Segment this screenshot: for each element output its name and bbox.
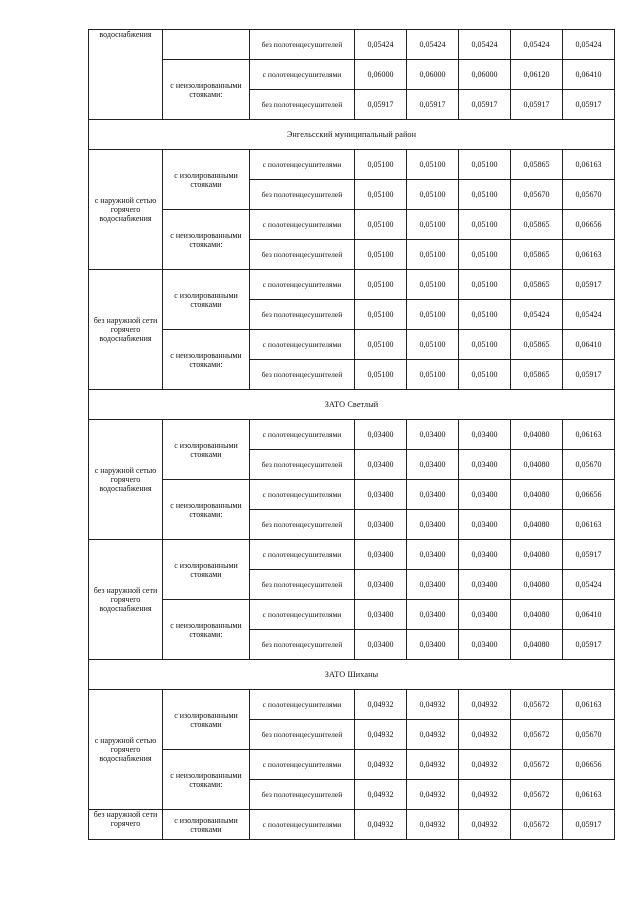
value-cell: 0,05865 [511,360,563,390]
riser-type-cell: с неизолированными стояками: [163,60,250,120]
dryer-type-cell: с полотенцесушителями [250,600,355,630]
value-cell: 0,03400 [459,480,511,510]
value-cell: 0,03400 [407,450,459,480]
riser-type-cell: с изолированными стояками [163,150,250,210]
value-cell: 0,03400 [407,600,459,630]
value-cell: 0,05917 [563,540,615,570]
value-cell: 0,05672 [511,750,563,780]
table-row [89,540,615,570]
section-title: ЗАТО Шиханы [89,660,615,690]
riser-type-cell: с изолированными стояками [163,270,250,330]
value-cell: 0,06000 [355,60,407,90]
value-cell: 0,06410 [563,330,615,360]
dryer-type-cell: без полотенцесушителей [250,240,355,270]
tariff-table [88,29,615,840]
value-cell: 0,05100 [355,270,407,300]
value-cell: 0,05865 [511,210,563,240]
value-cell: 0,05424 [563,300,615,330]
value-cell: 0,03400 [355,600,407,630]
dryer-type-cell: без полотенцесушителей [250,510,355,540]
supply-type-cell: с наружной сетью горячего водоснабжения [89,420,163,540]
value-cell: 0,05100 [355,210,407,240]
value-cell: 0,05865 [511,240,563,270]
dryer-type-cell: с полотенцесушителями [250,330,355,360]
riser-type-cell: с неизолированными стояками: [163,480,250,540]
supply-type-cell: с наружной сетью горячего водоснабжения [89,150,163,270]
section-header-row [89,660,615,690]
value-cell: 0,05100 [355,150,407,180]
value-cell: 0,05100 [459,360,511,390]
value-cell: 0,05100 [407,330,459,360]
value-cell: 0,04080 [511,540,563,570]
value-cell: 0,04932 [355,720,407,750]
value-cell: 0,04932 [407,690,459,720]
value-cell: 0,05424 [563,30,615,60]
dryer-type-cell: без полотенцесушителей [250,720,355,750]
value-cell: 0,05424 [407,30,459,60]
value-cell: 0,05100 [407,210,459,240]
riser-type-cell [163,30,250,60]
value-cell: 0,05100 [459,180,511,210]
value-cell: 0,04932 [355,810,407,840]
table-row [89,480,615,510]
dryer-type-cell: с полотенцесушителями [250,750,355,780]
riser-type-cell: с изолированными стояками [163,690,250,750]
value-cell: 0,04080 [511,420,563,450]
riser-type-cell: с неизолированными стояками: [163,750,250,810]
dryer-type-cell: без полотенцесушителей [250,300,355,330]
value-cell: 0,05672 [511,690,563,720]
table-row [89,810,615,840]
value-cell: 0,05100 [355,180,407,210]
value-cell: 0,05917 [563,630,615,660]
value-cell: 0,05424 [563,570,615,600]
value-cell: 0,03400 [459,630,511,660]
value-cell: 0,03400 [355,510,407,540]
dryer-type-cell: без полотенцесушителей [250,630,355,660]
value-cell: 0,04932 [407,810,459,840]
value-cell: 0,05424 [355,30,407,60]
dryer-type-cell: с полотенцесушителями [250,420,355,450]
value-cell: 0,05917 [563,90,615,120]
value-cell: 0,03400 [355,450,407,480]
value-cell: 0,04932 [355,690,407,720]
value-cell: 0,05100 [459,240,511,270]
value-cell: 0,05865 [511,150,563,180]
value-cell: 0,05865 [511,270,563,300]
value-cell: 0,04932 [407,780,459,810]
value-cell: 0,06656 [563,750,615,780]
value-cell: 0,05100 [459,270,511,300]
value-cell: 0,06163 [563,240,615,270]
value-cell: 0,06000 [407,60,459,90]
value-cell: 0,05424 [511,30,563,60]
value-cell: 0,05672 [511,780,563,810]
table-row [89,30,615,60]
value-cell: 0,05917 [563,360,615,390]
table-row [89,270,615,300]
value-cell: 0,05670 [511,180,563,210]
dryer-type-cell: без полотенцесушителей [250,450,355,480]
value-cell: 0,04932 [407,720,459,750]
value-cell: 0,03400 [355,480,407,510]
dryer-type-cell: без полотенцесушителей [250,30,355,60]
value-cell: 0,06163 [563,150,615,180]
value-cell: 0,05865 [511,330,563,360]
value-cell: 0,03400 [355,630,407,660]
dryer-type-cell: с полотенцесушителями [250,690,355,720]
value-cell: 0,06163 [563,420,615,450]
table-body [89,30,615,840]
value-cell: 0,03400 [407,510,459,540]
value-cell: 0,06656 [563,480,615,510]
supply-type-cell: без наружной сети горячего [89,810,163,840]
value-cell: 0,03400 [459,540,511,570]
value-cell: 0,04932 [459,750,511,780]
dryer-type-cell: с полотенцесушителями [250,210,355,240]
value-cell: 0,05100 [355,240,407,270]
dryer-type-cell: без полотенцесушителей [250,570,355,600]
value-cell: 0,03400 [407,480,459,510]
value-cell: 0,06163 [563,690,615,720]
value-cell: 0,03400 [459,510,511,540]
value-cell: 0,05100 [407,180,459,210]
value-cell: 0,05424 [511,300,563,330]
dryer-type-cell: без полотенцесушителей [250,180,355,210]
value-cell: 0,04932 [459,690,511,720]
value-cell: 0,03400 [407,420,459,450]
table-row [89,150,615,180]
table-row [89,210,615,240]
value-cell: 0,03400 [407,570,459,600]
value-cell: 0,04932 [459,720,511,750]
value-cell: 0,04932 [459,810,511,840]
table-row [89,750,615,780]
value-cell: 0,06163 [563,780,615,810]
value-cell: 0,05100 [407,240,459,270]
value-cell: 0,03400 [407,540,459,570]
section-header-row [89,120,615,150]
dryer-type-cell: с полотенцесушителями [250,270,355,300]
value-cell: 0,05100 [407,150,459,180]
table-row [89,420,615,450]
dryer-type-cell: с полотенцесушителями [250,540,355,570]
value-cell: 0,05100 [407,270,459,300]
value-cell: 0,03400 [355,540,407,570]
value-cell: 0,05100 [459,150,511,180]
dryer-type-cell: без полотенцесушителей [250,360,355,390]
dryer-type-cell: с полотенцесушителями [250,60,355,90]
table-row [89,600,615,630]
value-cell: 0,05100 [355,330,407,360]
dryer-type-cell: без полотенцесушителей [250,90,355,120]
section-title: ЗАТО Светлый [89,390,615,420]
value-cell: 0,05670 [563,720,615,750]
value-cell: 0,06163 [563,510,615,540]
value-cell: 0,04080 [511,510,563,540]
dryer-type-cell: без полотенцесушителей [250,780,355,810]
value-cell: 0,06656 [563,210,615,240]
value-cell: 0,04080 [511,570,563,600]
value-cell: 0,05100 [355,360,407,390]
value-cell: 0,03400 [459,450,511,480]
supply-type-cell: водоснабжения [89,30,163,120]
value-cell: 0,05670 [563,450,615,480]
value-cell: 0,06410 [563,60,615,90]
riser-type-cell: с изолированными стояками [163,810,250,840]
value-cell: 0,05672 [511,720,563,750]
dryer-type-cell: с полотенцесушителями [250,480,355,510]
section-header-row [89,390,615,420]
value-cell: 0,05100 [459,300,511,330]
value-cell: 0,04932 [407,750,459,780]
value-cell: 0,03400 [459,600,511,630]
value-cell: 0,05917 [407,90,459,120]
supply-type-cell: без наружной сети горячего водоснабжения [89,270,163,390]
value-cell: 0,03400 [459,420,511,450]
value-cell: 0,05100 [355,300,407,330]
dryer-type-cell: с полотенцесушителями [250,150,355,180]
value-cell: 0,04080 [511,600,563,630]
value-cell: 0,05100 [459,330,511,360]
value-cell: 0,05917 [355,90,407,120]
value-cell: 0,04080 [511,450,563,480]
value-cell: 0,04080 [511,480,563,510]
riser-type-cell: с неизолированными стояками: [163,210,250,270]
value-cell: 0,06000 [459,60,511,90]
supply-type-cell: без наружной сети горячего водоснабжения [89,540,163,660]
riser-type-cell: с изолированными стояками [163,540,250,600]
dryer-type-cell: с полотенцесушителями [250,810,355,840]
table-row [89,330,615,360]
value-cell: 0,05100 [459,210,511,240]
value-cell: 0,03400 [459,570,511,600]
value-cell: 0,05917 [511,90,563,120]
table-row [89,60,615,90]
value-cell: 0,04932 [459,780,511,810]
supply-type-cell: с наружной сетью горячего водоснабжения [89,690,163,810]
value-cell: 0,05100 [407,300,459,330]
value-cell: 0,05917 [563,810,615,840]
table-row [89,690,615,720]
value-cell: 0,04932 [355,780,407,810]
value-cell: 0,04932 [355,750,407,780]
value-cell: 0,03400 [407,630,459,660]
value-cell: 0,05672 [511,810,563,840]
value-cell: 0,03400 [355,420,407,450]
value-cell: 0,06410 [563,600,615,630]
value-cell: 0,05424 [459,30,511,60]
value-cell: 0,05670 [563,180,615,210]
value-cell: 0,05917 [563,270,615,300]
value-cell: 0,05917 [459,90,511,120]
riser-type-cell: с неизолированными стояками: [163,600,250,660]
riser-type-cell: с изолированными стояками [163,420,250,480]
value-cell: 0,05100 [407,360,459,390]
value-cell: 0,04080 [511,630,563,660]
section-title: Энгельсский муниципальный район [89,120,615,150]
riser-type-cell: с неизолированными стояками: [163,330,250,390]
value-cell: 0,03400 [355,570,407,600]
value-cell: 0,06120 [511,60,563,90]
